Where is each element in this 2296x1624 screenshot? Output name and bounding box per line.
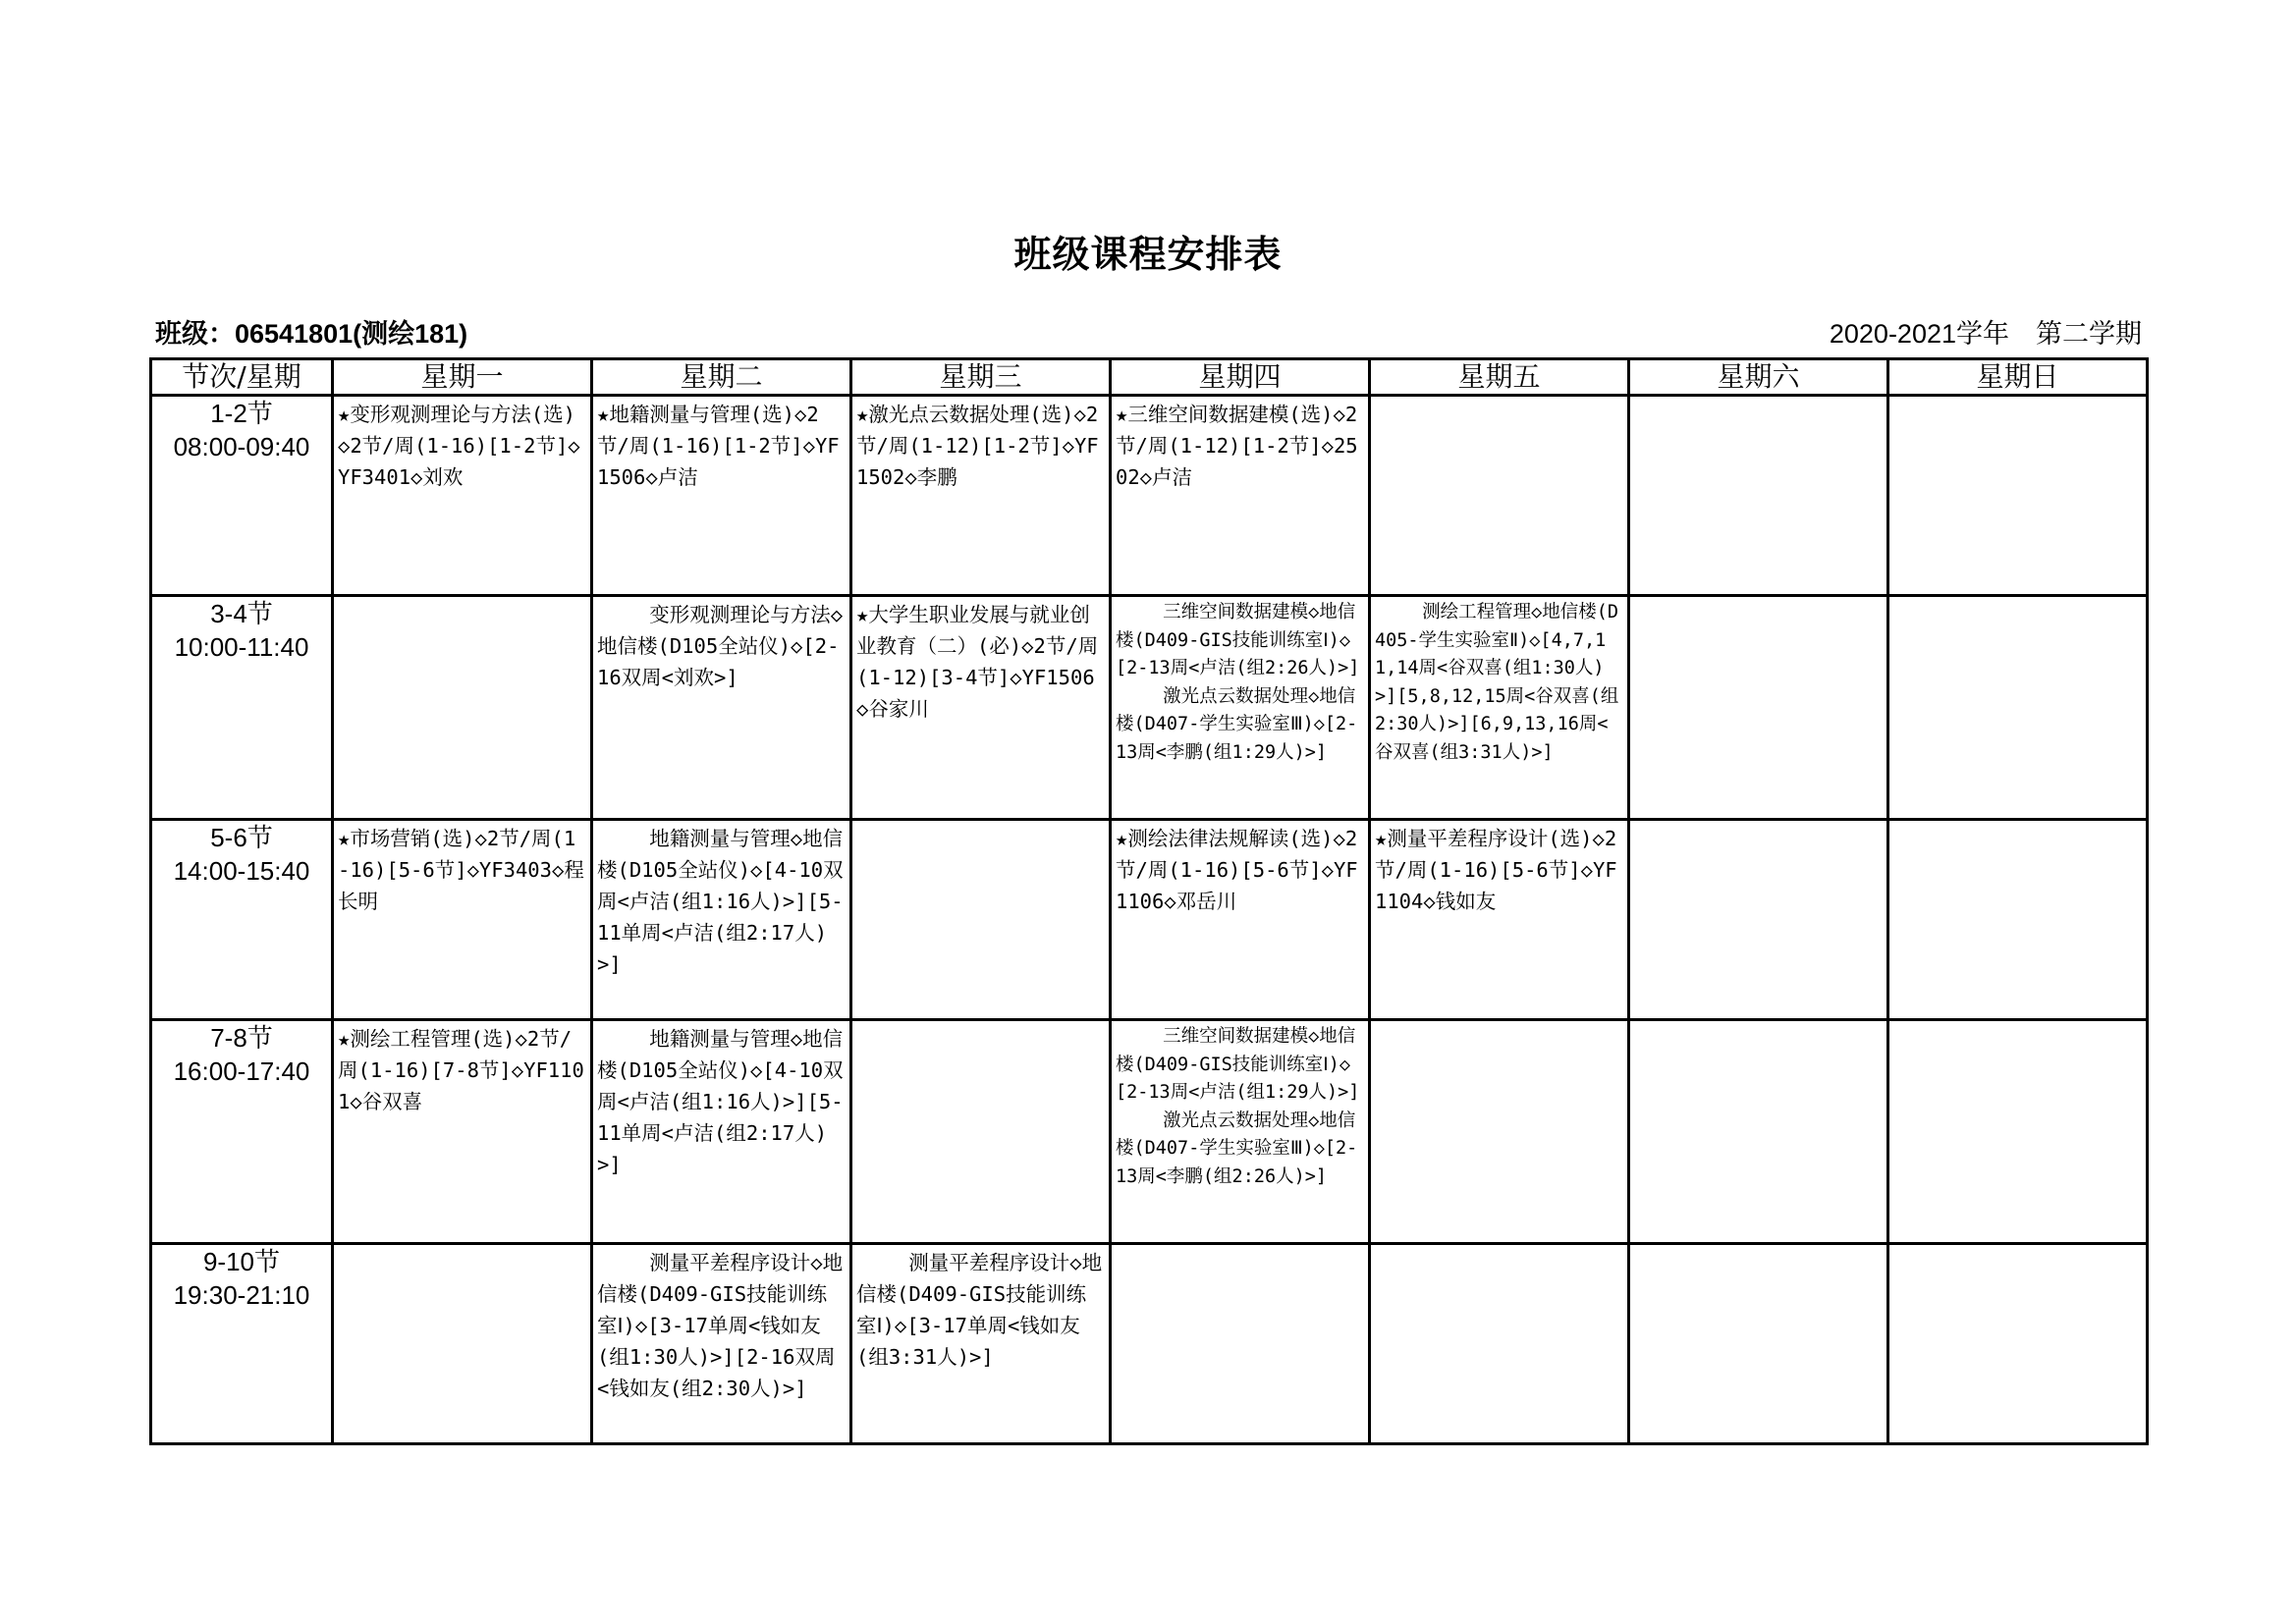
empty-cell: [851, 1020, 1111, 1244]
course-cell: [1370, 596, 1629, 820]
period-cell: [151, 820, 333, 1020]
header-friday: 星期五: [1370, 359, 1629, 396]
course-cell: [1111, 396, 1370, 596]
course-cell: [333, 396, 592, 596]
course-entry: 三维空间数据建模◇地信楼(D409-GIS技能训练室Ⅰ)◇[2-13周<卢洁(组1:29人)>]: [1116, 1026, 1360, 1103]
header-monday: 星期一: [333, 359, 592, 396]
period-time: 19:30-21:10: [173, 1280, 310, 1310]
period-time: 16:00-17:40: [173, 1056, 310, 1086]
period-name: 5-6节: [210, 823, 273, 852]
course-cell: [592, 1020, 851, 1244]
course-cell: [1111, 820, 1370, 1020]
period-cell: [151, 596, 333, 820]
schedule-table: [149, 357, 2149, 1445]
empty-cell: [1629, 396, 1888, 596]
course-entry: ★市场营销(选)◇2节/周(1-16)[5-6节]◇YF3403◇程长明: [338, 827, 584, 913]
table-row: [151, 1244, 2148, 1444]
course-cell: [592, 396, 851, 596]
course-cell: [1111, 596, 1370, 820]
empty-cell: [1370, 396, 1629, 596]
empty-cell: [1629, 820, 1888, 1020]
period-name: 1-2节: [210, 399, 273, 428]
empty-cell: [1111, 1244, 1370, 1444]
course-entry: 激光点云数据处理◇地信楼(D407-学生实验室Ⅲ)◇[2-13周<李鹏(组1:29人)>]: [1116, 685, 1358, 763]
course-entry: ★测绘法律法规解读(选)◇2节/周(1-16)[5-6节]◇YF1106◇邓岳川: [1116, 827, 1358, 913]
empty-cell: [1888, 596, 2148, 820]
course-cell: [333, 820, 592, 1020]
course-entry: ★大学生职业发展与就业创业教育（二）(必)◇2节/周(1-12)[3-4节]◇YF1506◇谷家川: [856, 603, 1099, 721]
period-cell: [151, 396, 333, 596]
period-name: 9-10节: [202, 1247, 281, 1276]
empty-cell: [1629, 1244, 1888, 1444]
table-row: [151, 596, 2148, 820]
table-row: [151, 1020, 2148, 1244]
period-name: 7-8节: [210, 1023, 273, 1053]
course-entry: ★三维空间数据建模(选)◇2节/周(1-12)[1-2节]◇2502◇卢洁: [1116, 403, 1358, 489]
course-cell: [592, 596, 851, 820]
empty-cell: [1888, 1020, 2148, 1244]
period-time: 08:00-09:40: [173, 432, 310, 461]
header-wednesday: 星期三: [851, 359, 1111, 396]
course-entry: 激光点云数据处理◇地信楼(D407-学生实验室Ⅲ)◇[2-13周<李鹏(组2:26人)>]: [1116, 1110, 1358, 1187]
course-cell: [851, 1244, 1111, 1444]
page-title: 班级课程安排表: [1013, 233, 1283, 276]
course-entry: 地籍测量与管理◇地信楼(D105全站仪)◇[4-10双周<卢洁(组1:16人)>][5-11单周<卢洁(组2:17人)>]: [597, 827, 844, 976]
empty-cell: [1370, 1244, 1629, 1444]
course-cell: [592, 1244, 851, 1444]
header-thursday: 星期四: [1111, 359, 1370, 396]
header-saturday: 星期六: [1629, 359, 1888, 396]
period-time: 14:00-15:40: [173, 856, 310, 886]
term-label: 2020-2021学年 第二学期: [1829, 319, 2142, 349]
period-name: 3-4节: [210, 599, 273, 628]
course-entry: 测绘工程管理◇地信楼(D405-学生实验室Ⅱ)◇[4,7,11,14周<谷双喜(组1:30人)>][5,8,12,15周<谷双喜(组2:30人)>][6,9,13,16周<谷双喜(组3:31人)>]: [1375, 602, 1619, 763]
header-period: 节次/星期: [151, 359, 333, 396]
period-cell: [151, 1020, 333, 1244]
header-sunday: 星期日: [1888, 359, 2148, 396]
period-time: 10:00-11:40: [174, 632, 309, 662]
course-cell: [592, 820, 851, 1020]
course-cell: [851, 596, 1111, 820]
empty-cell: [1888, 396, 2148, 596]
course-cell: [1370, 820, 1629, 1020]
empty-cell: [1629, 1020, 1888, 1244]
table-row: [151, 396, 2148, 596]
course-entry: 变形观测理论与方法◇地信楼(D105全站仪)◇[2-16双周<刘欢>]: [597, 603, 844, 689]
header-tuesday: 星期二: [592, 359, 851, 396]
course-entry: ★激光点云数据处理(选)◇2节/周(1-12)[1-2节]◇YF1502◇李鹏: [856, 403, 1099, 489]
course-entry: 三维空间数据建模◇地信楼(D409-GIS技能训练室Ⅰ)◇[2-13周<卢洁(组2:26人)>]: [1116, 602, 1360, 678]
course-entry: ★测绘工程管理(选)◇2节/周(1-16)[7-8节]◇YF1101◇谷双喜: [338, 1027, 584, 1113]
table-row: [151, 820, 2148, 1020]
period-cell: [151, 1244, 333, 1444]
course-entry: 地籍测量与管理◇地信楼(D105全站仪)◇[4-10双周<卢洁(组1:16人)>][5-11单周<卢洁(组2:17人)>]: [597, 1027, 844, 1176]
course-cell: [333, 1020, 592, 1244]
empty-cell: [333, 596, 592, 820]
course-entry: ★测量平差程序设计(选)◇2节/周(1-16)[5-6节]◇YF1104◇钱如友: [1375, 827, 1617, 913]
class-label: 班级：06541801(测绘181): [155, 319, 468, 349]
empty-cell: [1629, 596, 1888, 820]
empty-cell: [333, 1244, 592, 1444]
course-entry: 测量平差程序设计◇地信楼(D409-GIS技能训练室Ⅰ)◇[3-17单周<钱如友(组3:31人)>]: [856, 1251, 1103, 1369]
course-entry: ★变形观测理论与方法(选)◇2节/周(1-16)[1-2节]◇YF3401◇刘欢: [338, 403, 580, 489]
empty-cell: [1888, 820, 2148, 1020]
course-entry: 测量平差程序设计◇地信楼(D409-GIS技能训练室Ⅰ)◇[3-17单周<钱如友(组1:30人)>][2-16双周<钱如友(组2:30人)>]: [597, 1251, 844, 1400]
empty-cell: [1888, 1244, 2148, 1444]
course-cell: [851, 396, 1111, 596]
course-entry: ★地籍测量与管理(选)◇2节/周(1-16)[1-2节]◇YF1506◇卢洁: [597, 403, 840, 489]
empty-cell: [851, 820, 1111, 1020]
empty-cell: [1370, 1020, 1629, 1244]
header-row: [151, 359, 2148, 396]
course-cell: [1111, 1020, 1370, 1244]
